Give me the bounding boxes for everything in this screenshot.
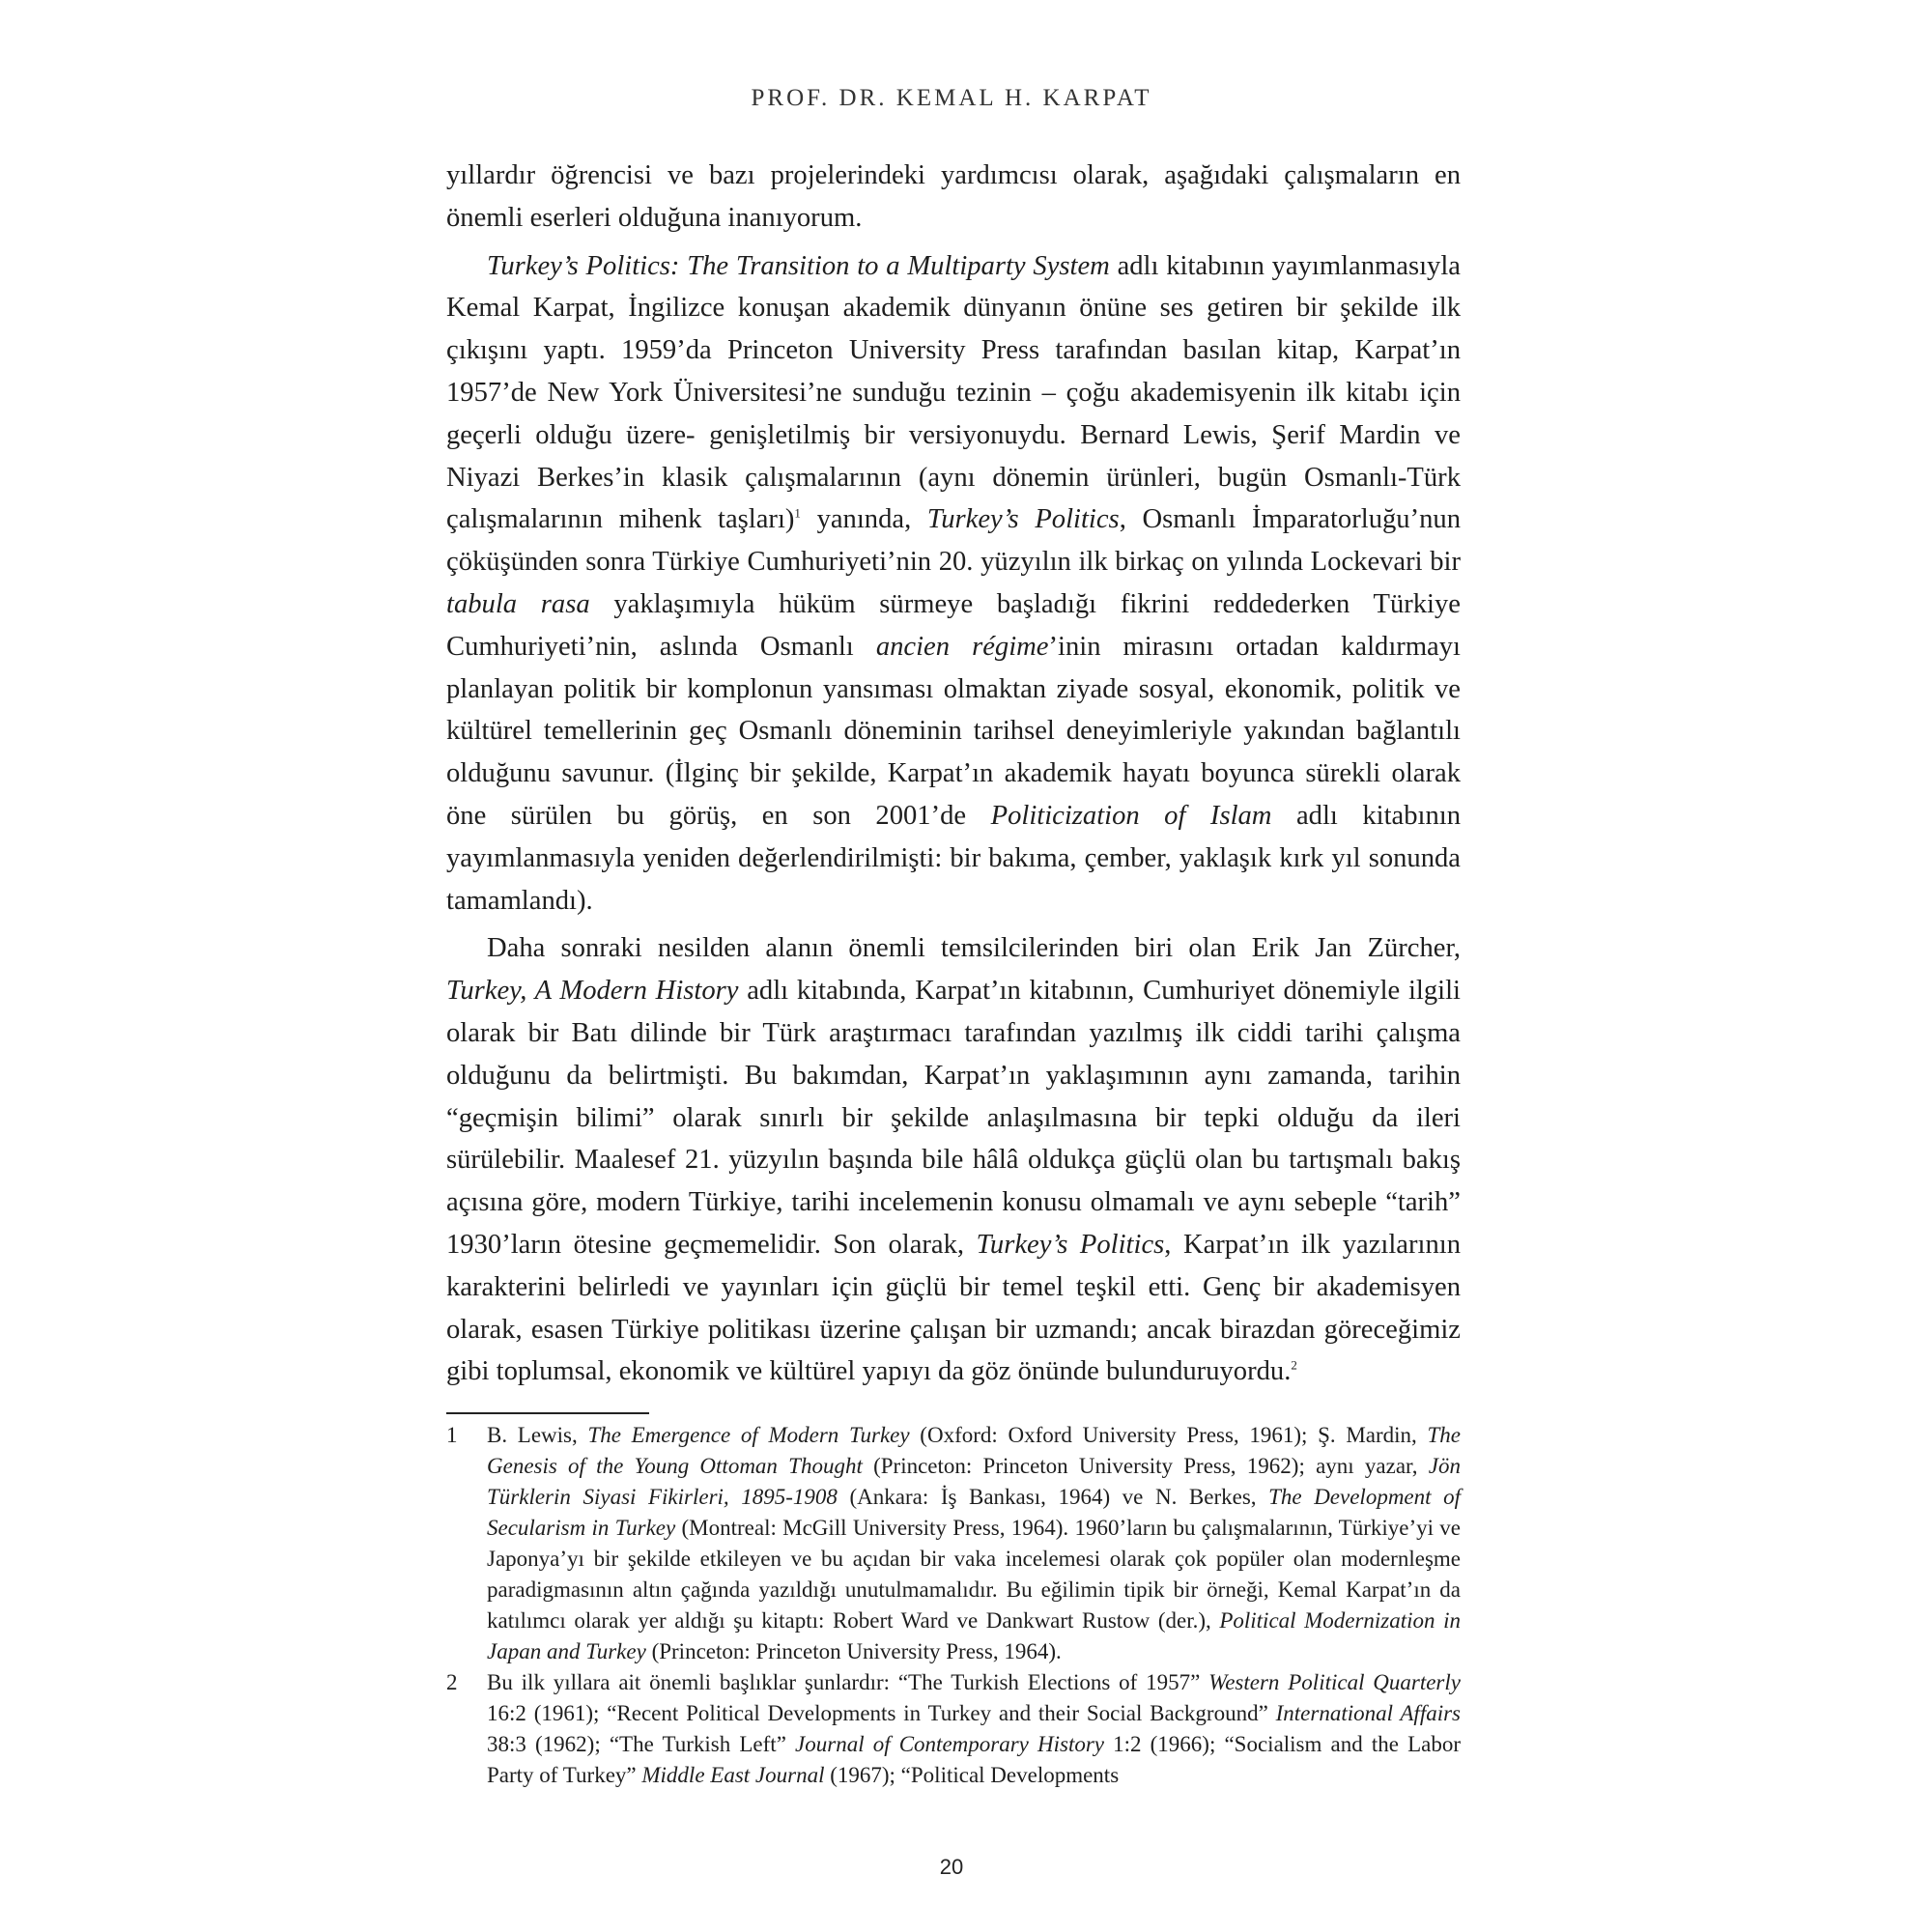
book-title: Turkey’s Politics (926, 504, 1120, 535)
book-title: Turkey, A Modern History (446, 976, 739, 1007)
footnotes (446, 1420, 1461, 1791)
french-phrase: ancien régime (875, 631, 1049, 662)
book-title: Turkey’s Politics: The Transition to a Multiparty System (487, 250, 1110, 281)
latin-phrase: tabula rasa (446, 588, 590, 619)
footnote-ref-2[interactable]: 2 (1291, 1357, 1297, 1373)
running-head: PROF. DR. KEMAL H. KARPAT (751, 85, 1152, 111)
book-title: Turkey’s Politics (976, 1229, 1165, 1260)
body-paragraph-1: yıllardır öğrencisi ve bazı projelerindeki yardımcısı olarak, aşağıdaki çalışmaların en önemli eserleri olduğuna inanıyorum. (446, 160, 1461, 233)
footnote-ref-1[interactable]: 1 (794, 505, 801, 521)
page-number: 20 (939, 1855, 964, 1879)
body-paragraph-2: Turkey’s Politics: The Transition to a Multiparty System adlı kitabının yayımlanmasıyla Kemal Karpat, İngilizce konuşan akademik dünyanın önüne ses getiren bir şekilde ilk çıkışını yaptı. 1959’da Princeton University Press tarafından basılan kitap, Karpat’ın 1957’de New York Üniversitesi’ne sunduğu tezinin – çoğu akademisyenin ilk kitabı için geçerli olduğu üzere- genişletilmiş bir versiyonuydu. Bernard Lewis, Şerif Mardin ve Niyazi Berkes’in klasik çalışmalarının (aynı dönemin ürünleri, bugün Osmanlı-Türk çalışmalarının mihenk taşları)$^1$ yanında, Turkey’s Politics, Osmanlı İmparatorluğu’nun çöküşünden sonra Türkiye Cumhuriyeti’nin 20. yüzyılın ilk birkaç on yılında Lockevari bir tabula rasa yaklaşımıyla hüküm sürmeye başladığı fikrini reddederken Türkiye Cumhuriyeti’nin, aslında Osmanlı ancien régime’inin mirasını ortadan kaldırmayı planlayan politik bir komplonun yansıması olmaktan ziyade sosyal, ekonomik, politik ve kültürel temellerinin geç Osmanlı döneminin tarihsel deneyimleriyle yakından bağlantılı olduğunu savunur. (İlginç bir şekilde, Karpat’ın akademik hayatı boyunca sürekli olarak öne sürülen bu görüş, en son 2001’de Politicization of Islam adlı kitabının yayımlanmasıyla yeniden değerlendirilmişti: bir bakıma, çember, yaklaşık kırk yıl sonunda tamamlandı). (446, 250, 1461, 916)
footnote-1: 1 B. Lewis, The Emergence of Modern Turkey (Oxford: Oxford University Press, 1961); Ş. Mardin, The Genesis of the Young Ottoman Thought (Princeton: Princeton University Press, 1962); aynı yazar, Jön Türklerin Siyasi Fikirleri, 1895-1908 (Ankara: İş Bankası, 1964) ve N. Berkes, The Development of Secularism in Turkey (Montreal: McGill University Press, 1964). 1960’ların bu çalışmalarının, Türkiye’yi ve Japonya’yı bir şekilde etkileyen ve bu açıdan bir vaka incelemesi olarak çok popüler olan modernleşme paradigmasının altın çağında yazıldığı unutulmamalıdır. Bu eğilimin tipik bir örneği, Kemal Karpat’ın da katılımcı olarak yer aldığı şu kitaptı: Robert Ward ve Dankwart Rustow (der.), Political Modernization in Japan and Turkey (Princeton: Princeton University Press, 1964). (446, 1420, 1461, 1667)
footnote-separator (446, 1412, 649, 1414)
book-title: Politicization of Islam (990, 800, 1272, 831)
footnote-2: 2 Bu ilk yıllara ait önemli başlıklar şunlardır: “The Turkish Elections of 1957” Western Political Quarterly 16:2 (1961); “Recent Political Developments in Turkey and their Social Background” International Affairs 38:3 (1962); “The Turkish Left” Journal of Contemporary History 1:2 (1966); “Socialism and the Labor Party of Turkey” Middle East Journal (1967); “Political Developments (446, 1667, 1461, 1791)
body-paragraph-3: Daha sonraki nesilden alanın önemli temsilcilerinden biri olan Erik Jan Zürcher, Turkey, A Modern History adlı kitabında, Karpat’ın kitabının, Cumhuriyet dönemiyle ilgili olarak bir Batı dilinde bir Türk araştırmacı tarafından yazılmış ilk ciddi tarihi çalışma olduğunu da belirtmişti. Bu bakımdan, Karpat’ın yaklaşımının aynı zamanda, tarihin “geçmişin bilimi” olarak sınırlı bir şekilde anlaşılmasına bir tepki olduğu da ileri sürülebilir. Maalesef 21. yüzyılın başında bile hâlâ oldukça güçlü olan bu tartışmalı bakış açısına göre, modern Türkiye, tarihi incelemenin konusu olmamalı ve aynı sebeple “tarih” 1930’ların ötesine geçmemelidir. Son olarak, Turkey’s Politics, Karpat’ın ilk yazılarının karakterini belirledi ve yayınları için güçlü bir temel teşkil etti. Genç bir akademisyen olarak, esasen Türkiye politikası üzerine çalışan bir uzmandı; ancak birazdan göreceğimiz gibi toplumsal, ekonomik ve kültürel yapıyı da göz önünde bulunduruyordu.$^2$ (446, 933, 1461, 1387)
footnote-number: 1 (446, 1423, 458, 1447)
main-text (446, 155, 1461, 1399)
footnote-number: 2 (446, 1670, 458, 1694)
